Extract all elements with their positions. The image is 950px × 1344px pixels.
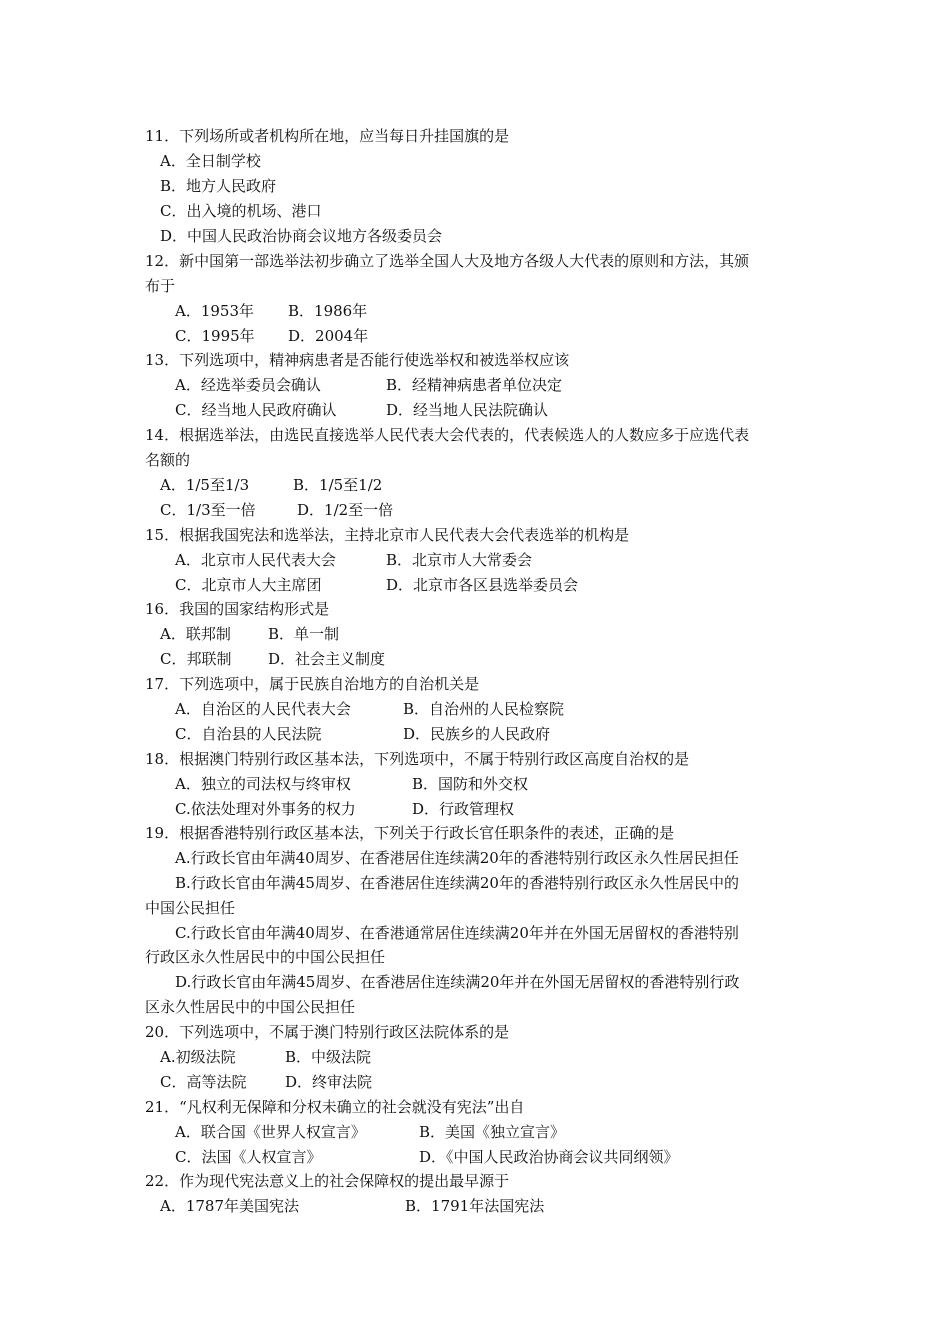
answer-option: D．北京市各区县选举委员会 xyxy=(386,576,579,594)
answer-option: A．独立的司法权与终审权 xyxy=(175,775,351,793)
answer-option: A．北京市人民代表大会 xyxy=(175,551,336,569)
answer-option: C．出入境的机场、港口 xyxy=(160,202,322,220)
answer-option: C．高等法院 xyxy=(160,1073,247,1091)
question-stem: 18．根据澳门特别行政区基本法，下列选项中，不属于特别行政区高度自治权的是 xyxy=(145,750,690,768)
question-stem: 22．作为现代宪法意义上的社会保障权的提出最早源于 xyxy=(145,1172,510,1190)
answer-option: A．1787年美国宪法 xyxy=(160,1197,300,1215)
answer-option: A．1/5至1/3 xyxy=(160,476,250,494)
question-stem: 19．根据香港特别行政区基本法，下列关于行政长官任职条件的表述，正确的是 xyxy=(145,824,675,842)
answer-option: C．北京市人大主席团 xyxy=(175,576,322,594)
answer-option: C.依法处理对外事务的权力 xyxy=(175,800,356,818)
answer-option: D．终审法院 xyxy=(285,1073,373,1091)
answer-option: B．1791年法国宪法 xyxy=(405,1197,545,1215)
question-stem: 17．下列选项中，属于民族自治地方的自治机关是 xyxy=(145,675,480,693)
answer-option: A．自治区的人民代表大会 xyxy=(175,700,351,718)
answer-option: B．地方人民政府 xyxy=(160,177,277,195)
answer-option: A．经选举委员会确认 xyxy=(175,376,321,394)
answer-option: B．1986年 xyxy=(288,302,368,320)
question-stem: 14．根据选举法，由选民直接选举人民代表大会代表的，代表候选人的人数应多于应选代表 xyxy=(145,426,750,444)
answer-option-continuation: 区永久性居民中的中国公民担任 xyxy=(145,998,356,1016)
question-stem-continuation: 布于 xyxy=(145,277,176,295)
answer-option: C．1995年 xyxy=(175,327,255,345)
answer-option: C．经当地人民政府确认 xyxy=(175,401,337,419)
answer-option: D．《中国人民政治协商会议共同纲领》 xyxy=(419,1148,679,1166)
answer-option: A．联合国《世界人权宣言》 xyxy=(175,1123,366,1141)
question-stem: 13．下列选项中，精神病患者是否能行使选举权和被选举权应该 xyxy=(145,351,570,369)
answer-option: B．1/5至1/2 xyxy=(293,476,383,494)
answer-option: D．2004年 xyxy=(288,327,369,345)
answer-option: C．法国《人权宣言》 xyxy=(175,1148,322,1166)
answer-option: C.行政长官由年满40周岁、在香港通常居住连续满20年并在外国无居留权的香港特别 xyxy=(175,924,739,942)
answer-option: A．1953年 xyxy=(175,302,255,320)
answer-option: B．北京市人大常委会 xyxy=(386,551,533,569)
answer-option: D．经当地人民法院确认 xyxy=(386,401,549,419)
answer-option: C．邦联制 xyxy=(160,650,232,668)
answer-option: D．1/2至一倍 xyxy=(297,501,394,519)
question-stem: 12．新中国第一部选举法初步确立了选举全国人大及地方各级人大代表的原则和方法，其颁 xyxy=(145,252,750,270)
answer-option: C．1/3至一倍 xyxy=(160,501,256,519)
answer-option: D.行政长官由年满45周岁、在香港居住连续满20年并在外国无居留权的香港特别行政 xyxy=(175,973,740,991)
question-stem-continuation: 名额的 xyxy=(145,451,191,469)
answer-option: D．行政管理权 xyxy=(412,800,515,818)
question-stem: 11．下列场所或者机构所在地，应当每日升挂国旗的是 xyxy=(145,127,510,145)
answer-option: D．中国人民政治协商会议地方各级委员会 xyxy=(160,227,443,245)
answer-option: A．全日制学校 xyxy=(160,152,261,170)
answer-option: A.行政长官由年满40周岁、在香港居住连续满20年的香港特别行政区永久性居民担任 xyxy=(175,849,739,867)
answer-option: A.初级法院 xyxy=(160,1048,236,1066)
answer-option: B．美国《独立宣言》 xyxy=(419,1123,566,1141)
answer-option: B．自治州的人民检察院 xyxy=(403,700,565,718)
answer-option: B．单一制 xyxy=(268,625,340,643)
answer-option: D．社会主义制度 xyxy=(268,650,386,668)
answer-option: B．国防和外交权 xyxy=(412,775,529,793)
answer-option: B．中级法院 xyxy=(285,1048,372,1066)
answer-option: C．自治县的人民法院 xyxy=(175,725,322,743)
answer-option: D．民族乡的人民政府 xyxy=(403,725,551,743)
answer-option-continuation: 中国公民担任 xyxy=(145,899,236,917)
question-stem: 20．下列选项中，不属于澳门特别行政区法院体系的是 xyxy=(145,1023,510,1041)
answer-option: A．联邦制 xyxy=(160,625,231,643)
answer-option: B.行政长官由年满45周岁、在香港居住连续满20年的香港特别行政区永久性居民中的 xyxy=(175,874,739,892)
question-stem: 15．根据我国宪法和选举法，主持北京市人民代表大会代表选举的机构是 xyxy=(145,526,630,544)
answer-option: B．经精神病患者单位决定 xyxy=(386,376,563,394)
question-stem: 21．“凡权利无保障和分权未确立的社会就没有宪法”出自 xyxy=(145,1098,525,1116)
question-stem: 16．我国的国家结构形式是 xyxy=(145,600,330,618)
answer-option-continuation: 行政区永久性居民中的中国公民担任 xyxy=(145,948,386,966)
